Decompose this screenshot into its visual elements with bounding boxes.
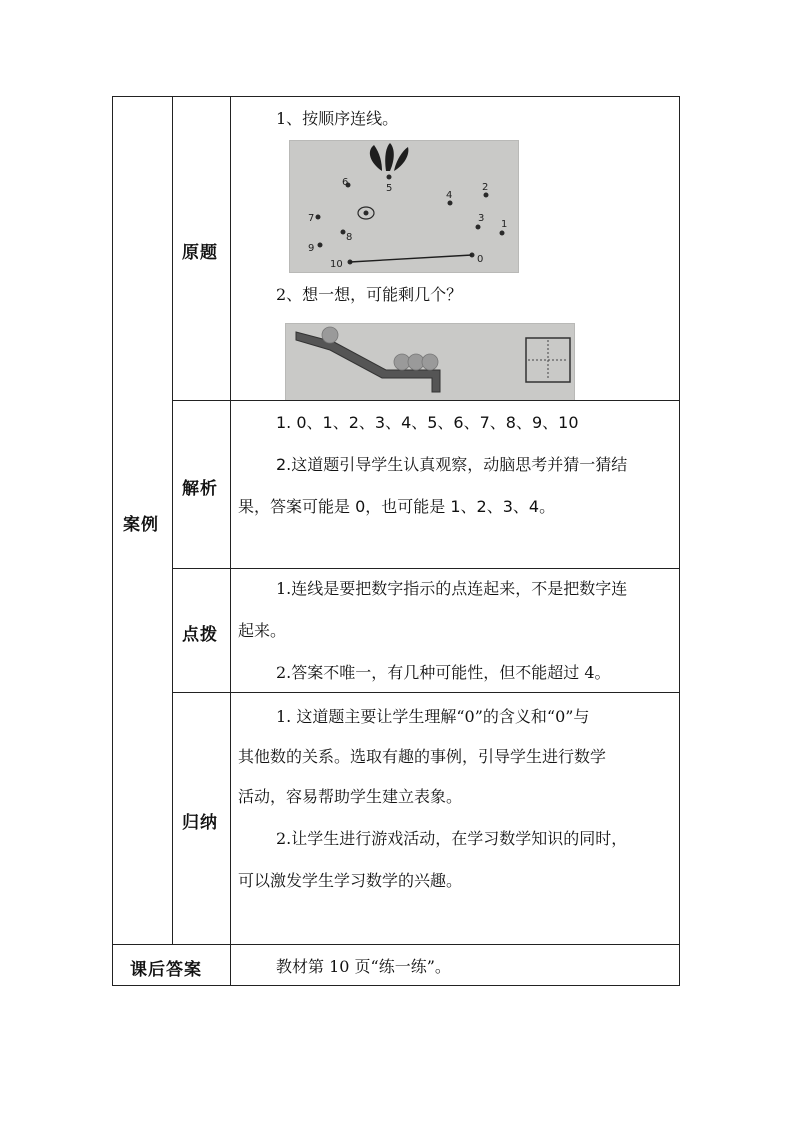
dot-label-4: 4: [446, 190, 453, 201]
row-divider-1: [172, 400, 680, 401]
analysis-line-2a: 2.这道题引导学生认真观察，动脑思考并猜一猜结: [276, 455, 628, 474]
row-divider-2: [172, 568, 680, 569]
balls-slide-picture: [285, 323, 575, 400]
dot-label-9: 9: [308, 243, 315, 254]
hint-line-1a: 1.连线是要把数字指示的点连起来，不是把数字连: [276, 579, 628, 598]
col-divider-1: [172, 96, 173, 944]
dot-label-3: 3: [478, 213, 485, 224]
dot-label-1: 1: [501, 219, 508, 230]
row-divider-4: [112, 944, 680, 945]
row-divider-3: [172, 692, 680, 693]
question-1: 1、按顺序连线。: [276, 109, 399, 128]
dot-to-dot-drawing: [290, 141, 519, 273]
dot-label-0: 0: [477, 254, 484, 265]
section-label-hint: 点拨: [182, 625, 218, 645]
answer-text: 教材第 10 页“练一练”。: [276, 957, 451, 976]
summary-line-2b: 可以激发学生学习数学的兴趣。: [238, 871, 463, 890]
analysis-line-1: 1. 0、1、2、3、4、5、6、7、8、9、10: [276, 413, 579, 432]
dot-label-2: 2: [482, 182, 489, 193]
summary-line-2a: 2.让学生进行游戏活动，在学习数学知识的同时，: [276, 829, 628, 848]
dot-to-dot-picture: [289, 140, 519, 273]
row-label-answer: 课后答案: [130, 960, 202, 980]
col-divider-2: [230, 96, 231, 986]
dot-label-6: 6: [342, 177, 349, 188]
section-label-original: 原题: [182, 243, 218, 263]
section-label-analysis: 解析: [182, 479, 218, 499]
section-label-summary: 归纳: [182, 813, 218, 833]
dot-label-10: 10: [330, 259, 343, 270]
dot-label-8: 8: [346, 232, 353, 243]
dot-label-7: 7: [308, 213, 315, 224]
hint-line-2: 2.答案不唯一，有几种可能性，但不能超过 4。: [276, 663, 611, 682]
summary-line-1a: 1. 这道题主要让学生理解“0”的含义和“0”与: [276, 707, 590, 726]
question-2: 2、想一想，可能剩几个？: [276, 285, 463, 304]
hint-line-1b: 起来。: [238, 621, 287, 640]
summary-line-1c: 活动，容易帮助学生建立表象。: [238, 787, 463, 806]
row-label-case: 案例: [123, 515, 159, 535]
summary-line-1b: 其他数的关系。选取有趣的事例，引导学生进行数学: [238, 747, 607, 766]
balls-slide-drawing: [286, 324, 575, 400]
analysis-line-2b: 果，答案可能是 0，也可能是 1、2、3、4。: [238, 497, 556, 516]
dot-label-5: 5: [386, 183, 393, 194]
